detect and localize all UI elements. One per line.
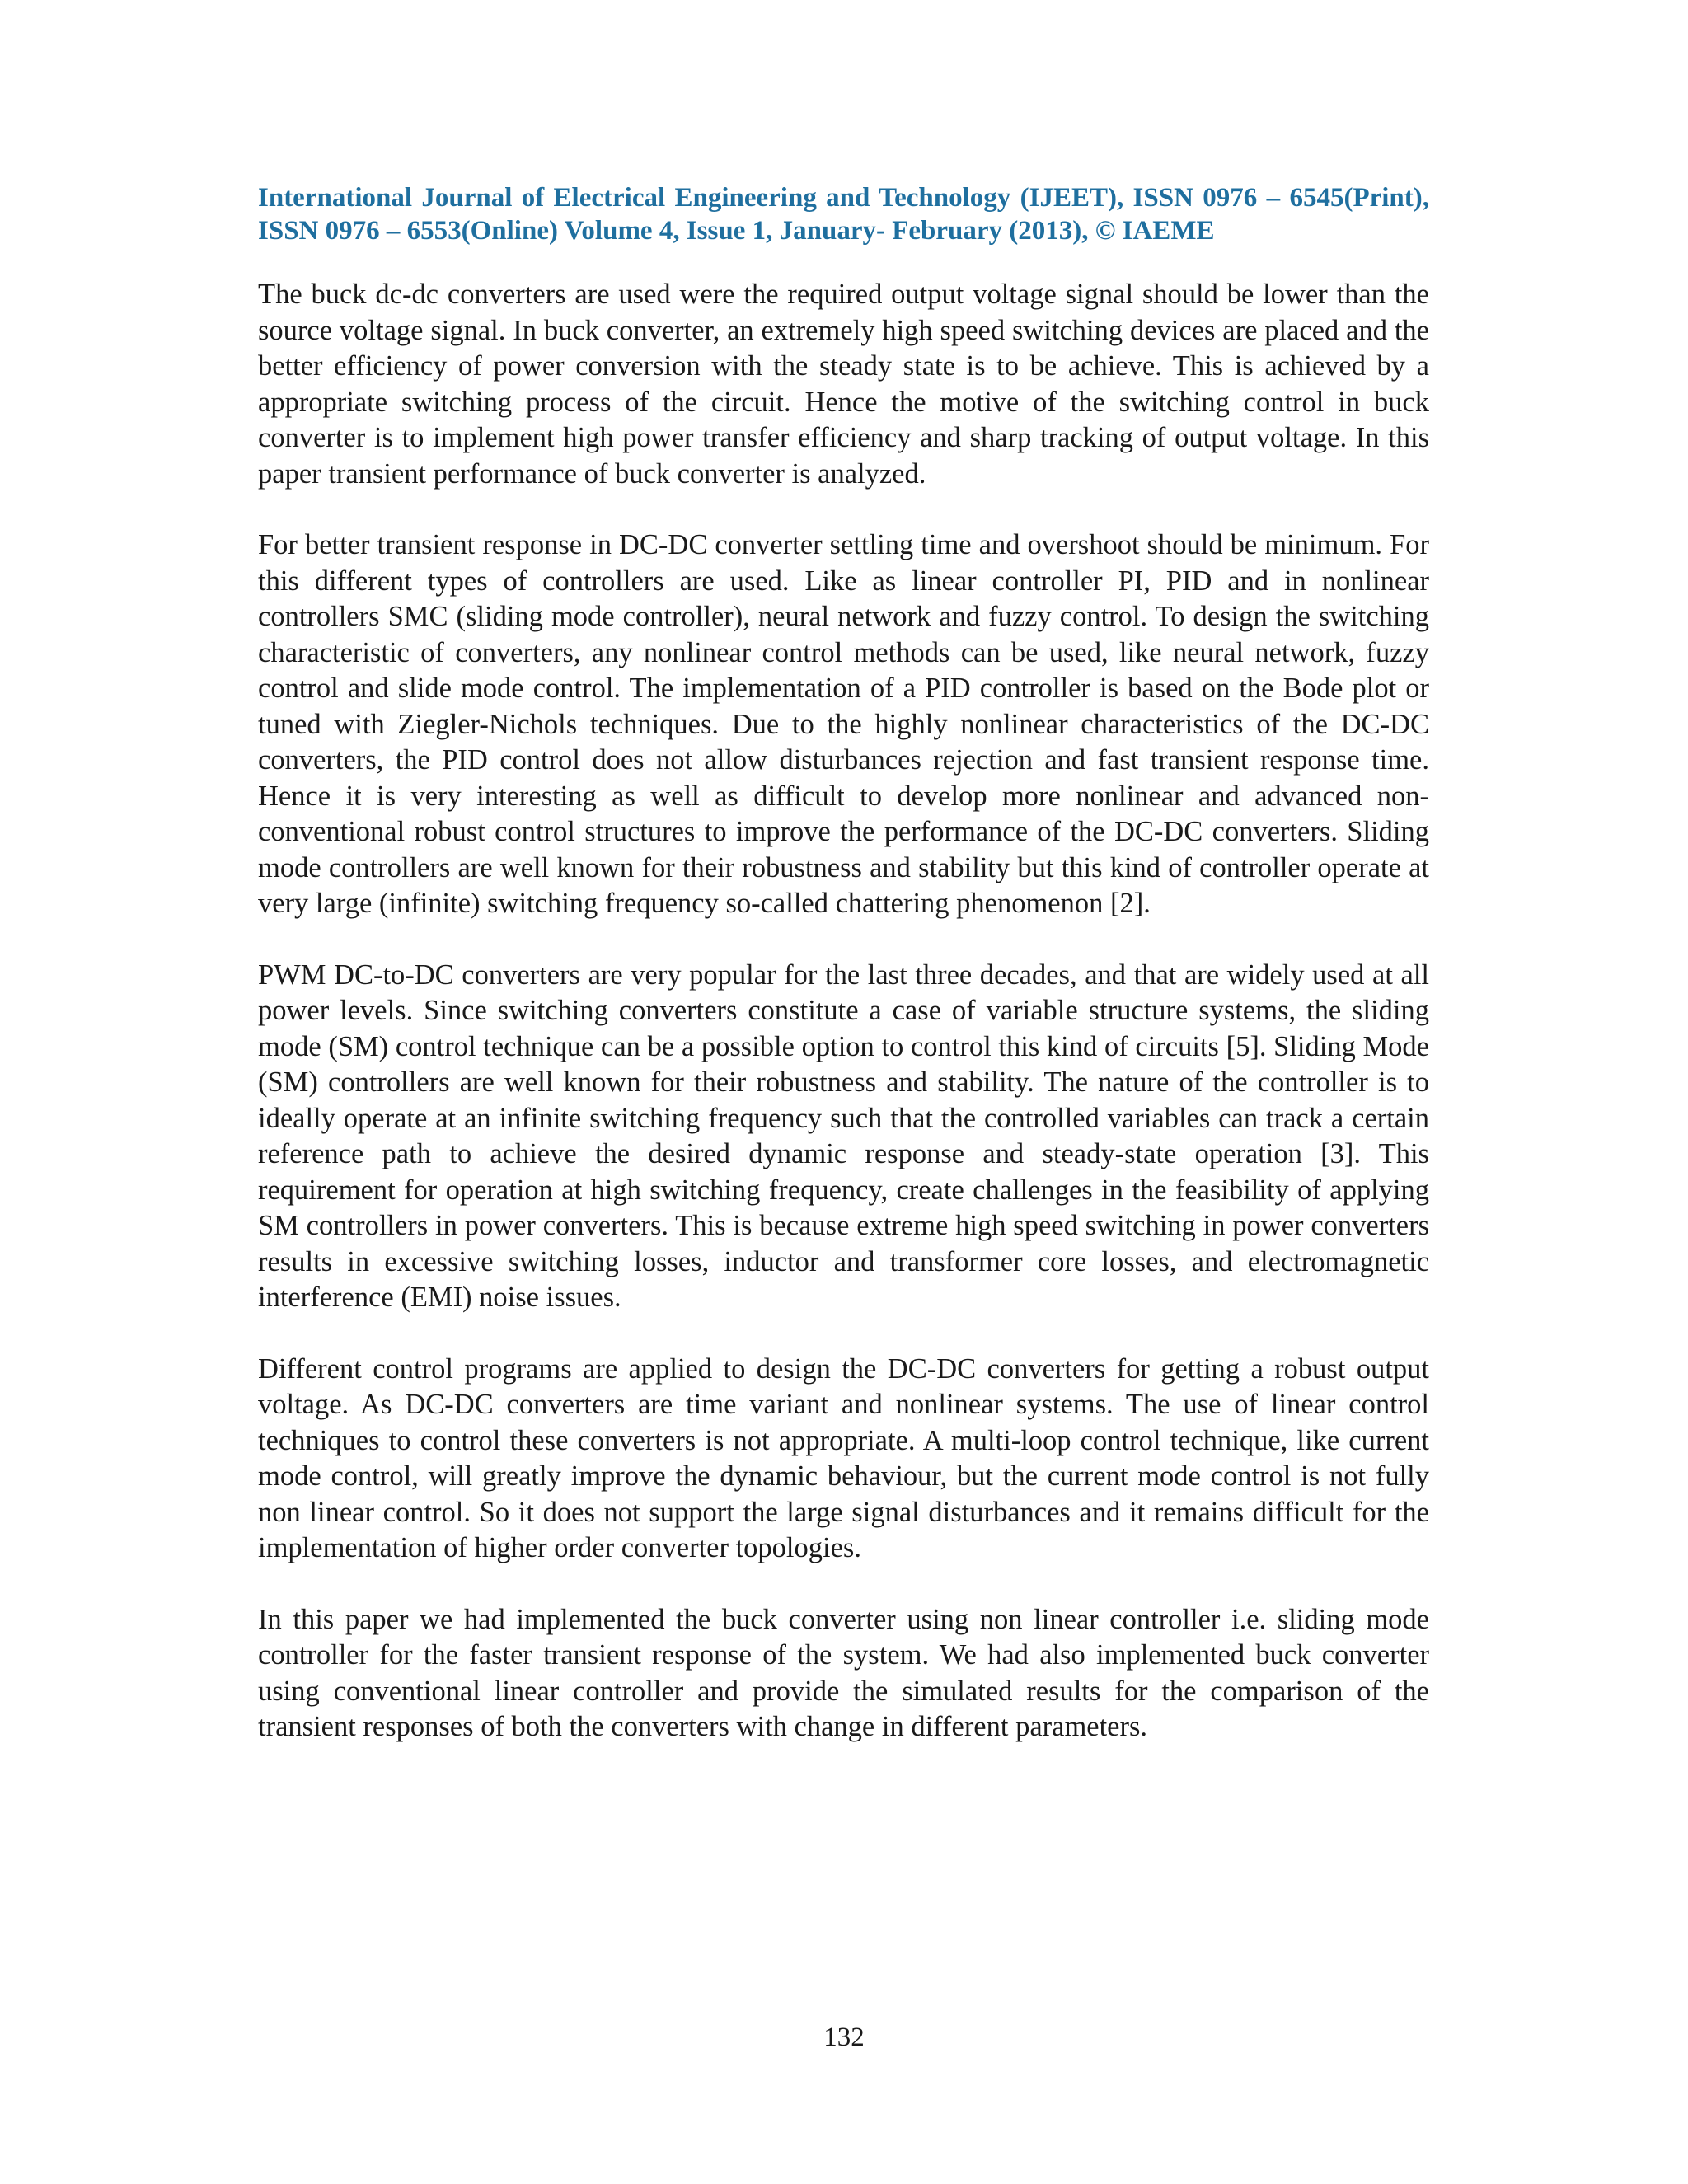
page-number: 132 bbox=[823, 2022, 865, 2052]
page-content bbox=[258, 181, 1429, 1781]
paragraph-pwm-converters: PWM DC-to-DC converters are very popular for the last three decades, and that are widely used at all power levels. Since switching converters constitute a case of variable structure systems, the sliding mode (SM) control technique can be a possible option to control this kind of circuits [5]. Sliding Mode (SM) controllers are well known for their robustness and stability. The nature of the controller is to ideally operate at an infinite switching frequency such that the controlled variables can track a certain reference path to achieve the desired dynamic response and steady-state operation [3]. This requirement for operation at high switching frequency, create challenges in the feasibility of applying SM controllers in power converters. This is because extreme high speed switching in power converters results in excessive switching losses, inductor and transformer core losses, and electromagnetic interference (EMI) noise issues. bbox=[258, 958, 1429, 1313]
paragraph-control-programs: Different control programs are applied to design the DC-DC converters for getting a robust output voltage. As DC-DC converters are time variant and nonlinear systems. The use of linear control techniques to control these converters is not appropriate. A multi-loop control technique, like current mode control, will greatly improve the dynamic behaviour, but the current mode control is not fully non linear control. So it does not support the large signal disturbances and it remains difficult for the implementation of higher order converter topologies. bbox=[258, 1352, 1429, 1563]
paragraph-transient-response: For better transient response in DC-DC converter settling time and overshoot should be minimum. For this different types of controllers are used. Like as linear controller PI, PID and in nonlinear controllers SMC (sliding mode controller), neural network and fuzzy control. To design the switching characteristic of converters, any nonlinear control methods can be used, like neural network, fuzzy control and slide mode control. The implementation of a PID controller is based on the Bode plot or tuned with Ziegler-Nichols techniques. Due to the highly nonlinear characteristics of the DC-DC converters, the PID control does not allow disturbances rejection and fast transient response time. Hence it is very interesting as well as difficult to develop more nonlinear and advanced non-conventional robust control structures to improve the performance of the DC-DC converters. Sliding mode controllers are well known for their robustness and stability but this kind of controller operate at very large (infinite) switching frequency so-called chattering phenomenon [2]. bbox=[258, 529, 1429, 919]
journal-header: International Journal of Electrical Engineering and Technology (IJEET), ISSN 0976 – 6545(Print), ISSN 0976 – 6553(Online) Volume 4, Issue 1, January- February (2013), © IAEME bbox=[258, 183, 1429, 246]
paragraph-paper-summary: In this paper we had implemented the buck converter using non linear controller i.e. sliding mode controller for the faster transient response of the system. We had also implemented buck converter using conventional linear controller and provide the simulated results for the comparison of the transient responses of both the converters with change in different parameters. bbox=[258, 1603, 1429, 1742]
paragraph-buck-intro: The buck dc-dc converters are used were the required output voltage signal should be lower than the source voltage signal. In buck converter, an extremely high speed switching devices are placed and the better efficiency of power conversion with the steady state is to be achieve. This is achieved by a appropriate switching process of the circuit. Hence the motive of the switching control in buck converter is to implement high power transfer efficiency and sharp tracking of output voltage. In this paper transient performance of buck converter is analyzed. bbox=[258, 279, 1429, 490]
